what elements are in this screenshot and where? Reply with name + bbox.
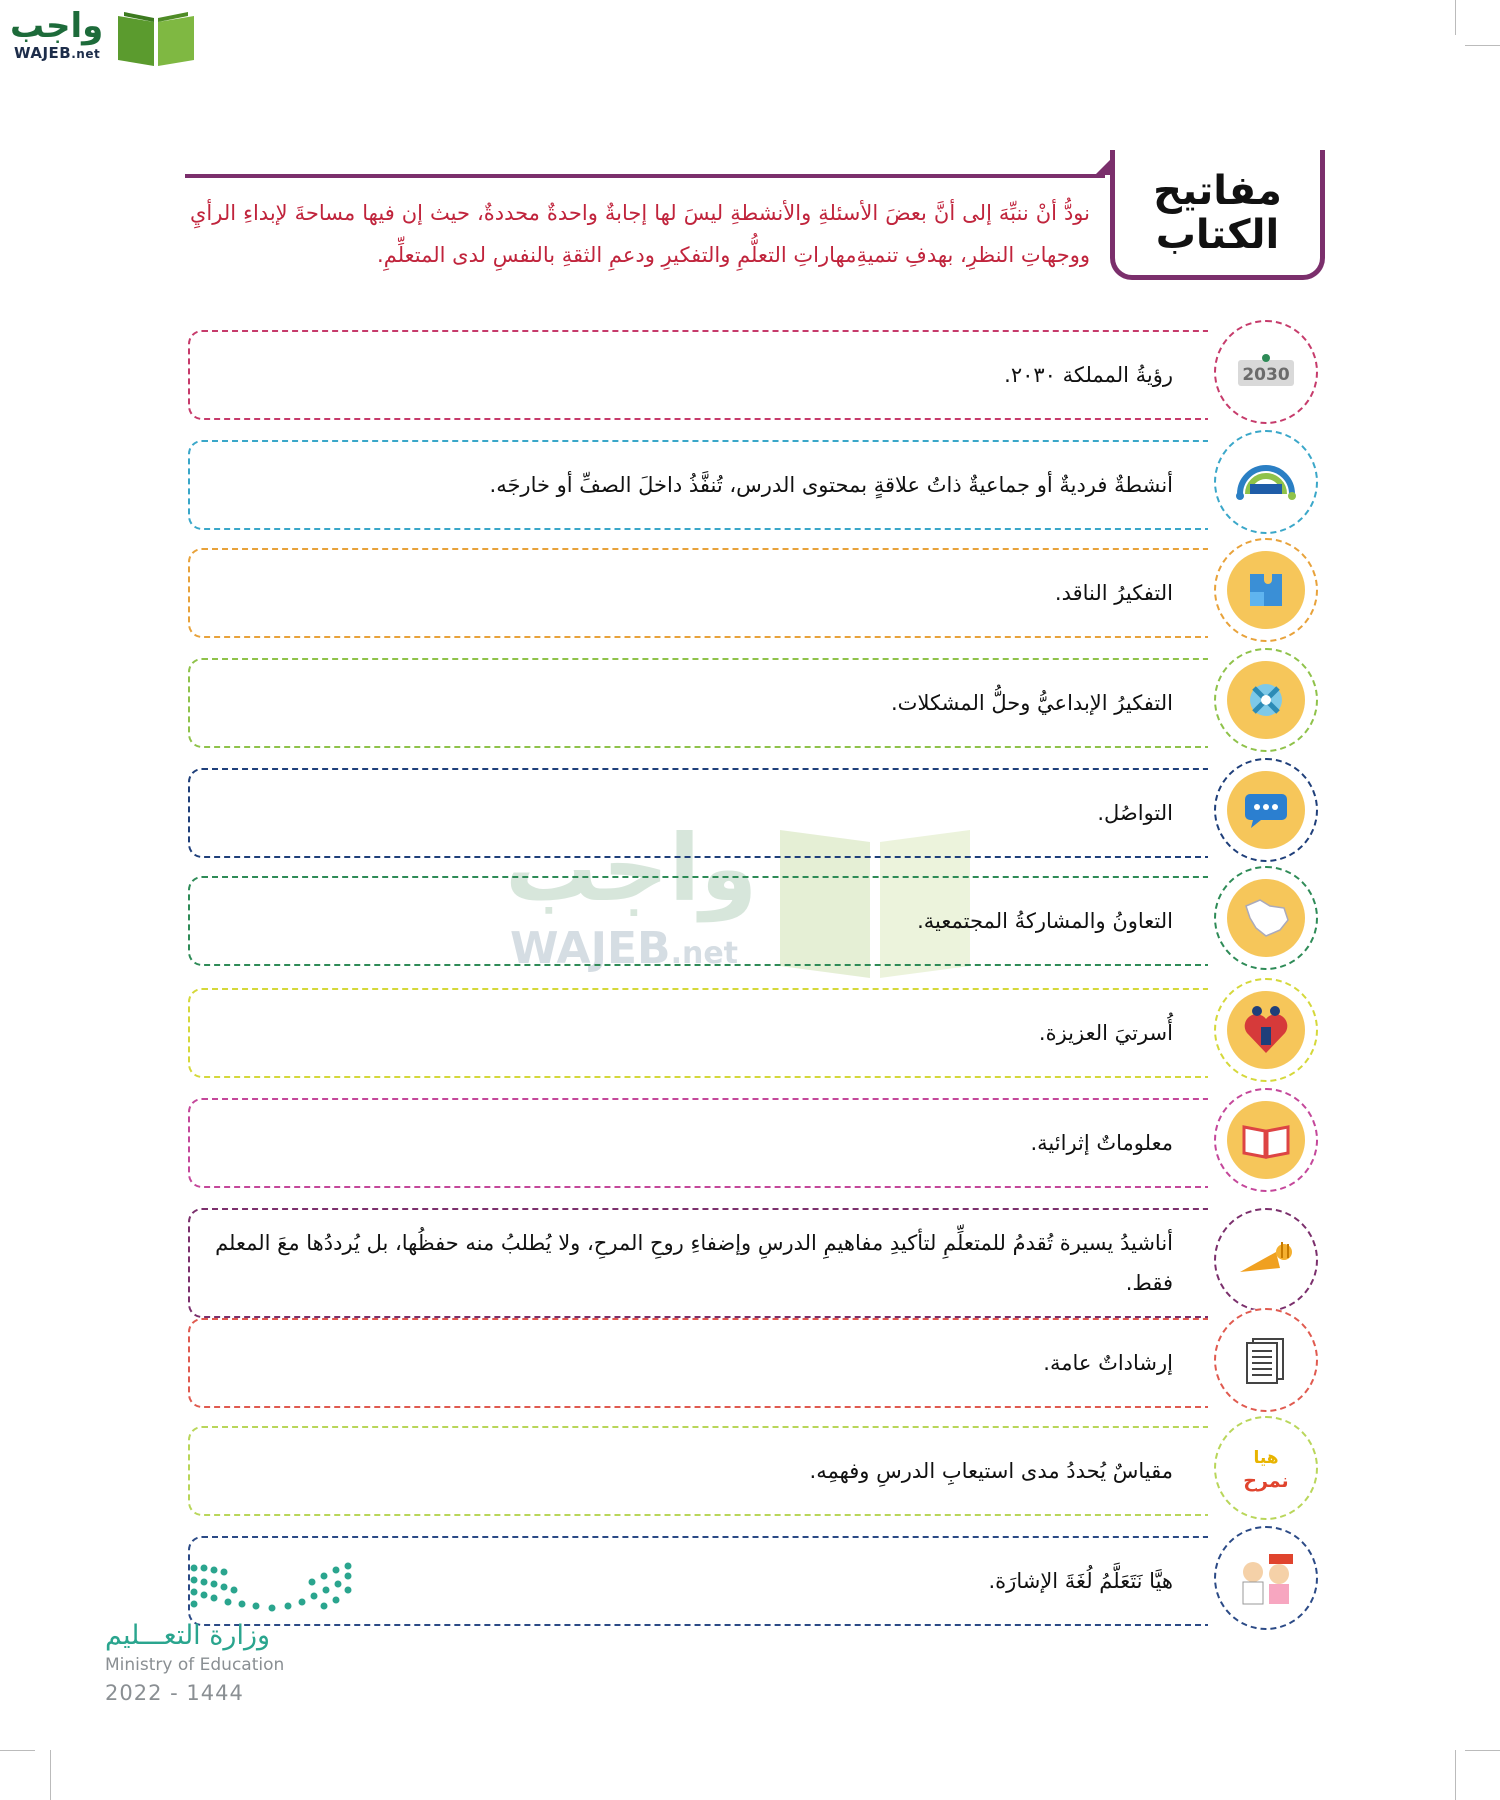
key-badge [1214, 1416, 1318, 1520]
key-badge [1214, 320, 1318, 424]
crop-mark [1465, 1750, 1500, 1751]
key-description: التفكيرُ الناقد. [1054, 581, 1173, 605]
key-badge [1214, 758, 1318, 862]
puzzle-icon [1227, 551, 1305, 629]
ministry-dots-logo [188, 1560, 358, 1614]
key-row [188, 1208, 1318, 1318]
family-heart-icon [1227, 991, 1305, 1069]
crop-mark [0, 1750, 35, 1751]
creative-bulb-icon [1227, 661, 1305, 739]
logo-arabic: واجب [10, 6, 104, 46]
key-description: التعاونُ والمشاركةُ المجتمعية. [917, 909, 1173, 933]
play-label-top: هيا [1253, 1448, 1279, 1468]
key-badge [1214, 430, 1318, 534]
key-row [188, 768, 1318, 858]
key-description: إرشاداتٌ عامة. [1043, 1351, 1173, 1375]
key-badge [1214, 1088, 1318, 1192]
document-lines-icon [1227, 1321, 1305, 1399]
ministry-year: 2022 - 1444 [105, 1681, 244, 1705]
key-row [188, 876, 1318, 966]
chat-bubble-icon [1227, 771, 1305, 849]
key-description: أنشطةٌ فرديةٌ أو جماعيةٌ ذاتُ علاقةٍ بمحتوى الدرس، تُنفَّذُ داخلَ الصفِّ أو خارجَه. [489, 473, 1173, 497]
site-logo[interactable] [10, 6, 190, 66]
key-row [188, 1318, 1318, 1408]
key-description: التفكيرُ الإبداعيُّ وحلُّ المشكلات. [891, 691, 1173, 715]
title-rule [185, 174, 1105, 178]
logo-latin: WAJEB.net [14, 44, 101, 62]
open-book-icon [1227, 1101, 1305, 1179]
key-row [188, 548, 1318, 638]
rainbow-activity-icon [1227, 443, 1305, 521]
key-description: أناشيدُ يسيرة تُقدمُ للمتعلِّمِ لتأكيدِ مفاهيمِ الدرسِ وإضفاءِ روحِ المرحِ، ولا يُطلبُ منه حفظُها، بل يُرددُها معَ المعلم فقط. [215, 1231, 1173, 1295]
watermark-arabic: واجب [505, 815, 758, 922]
page-title [1110, 150, 1325, 280]
vision-label: 2030 [1242, 365, 1290, 385]
key-description: مقياسٌ يُحددُ مدى استيعابِ الدرسِ وفهمِه. [809, 1459, 1173, 1483]
crop-mark [1455, 0, 1456, 35]
watermark-latin: WAJEB.net [510, 923, 739, 974]
key-badge [1214, 1308, 1318, 1412]
lets-play-icon [1227, 1429, 1305, 1507]
sign-language-kids-icon [1227, 1539, 1305, 1617]
key-row [188, 330, 1318, 420]
key-description: التواصُل. [1097, 801, 1173, 825]
key-row [188, 440, 1318, 530]
ministry-arabic: وزارة التعـــليم [105, 1620, 271, 1651]
key-description: معلوماتٌ إثرائية. [1030, 1131, 1173, 1155]
crop-mark [1465, 45, 1500, 46]
page-title-line2: الكتاب [1155, 211, 1280, 258]
key-description: هيَّا نَتَعَلَّمُ لُغَةَ الإشارَة. [988, 1569, 1173, 1593]
key-badge [1214, 866, 1318, 970]
play-label-bottom: نمرح [1243, 1470, 1289, 1492]
saudi-map-icon [1227, 879, 1305, 957]
intro-paragraph: نودُّ أنْ ننبِّهَ إلى أنَّ بعضَ الأسئلةِ والأنشطةِ ليسَ لها إجابةٌ واحدةٌ محددةٌ، حيث إن فيها مساحةَ لإبداءِ الرأيِ ووجهاتِ النظرِ، بهدفِ تنميةِمهاراتِ التعلُّمِ والتفكيرِ ودعمِ الثقةِ بالنفسِ لدى المتعلِّمِ. [190, 201, 1090, 267]
ministry-footer [105, 1620, 365, 1720]
key-badge [1214, 538, 1318, 642]
vision-2030-icon [1227, 333, 1305, 411]
key-badge [1214, 978, 1318, 1082]
ministry-english: Ministry of Education [105, 1655, 285, 1675]
title-notch [1095, 160, 1110, 175]
key-row [188, 988, 1318, 1078]
key-badge [1214, 1526, 1318, 1630]
key-description: أُسرتيَ العزيزة. [1038, 1021, 1173, 1045]
key-row [188, 1098, 1318, 1188]
music-trumpet-icon [1227, 1221, 1305, 1299]
key-badge [1214, 648, 1318, 752]
open-book-icon [114, 8, 198, 68]
key-row [188, 658, 1318, 748]
page-title-line1: مفاتيح [1153, 167, 1282, 214]
crop-mark [1455, 1750, 1456, 1800]
crop-mark [50, 1750, 51, 1800]
key-description: رؤيةُ المملكة ٢٠٣٠. [1004, 363, 1173, 387]
key-badge [1214, 1208, 1318, 1312]
key-row [188, 1426, 1318, 1516]
